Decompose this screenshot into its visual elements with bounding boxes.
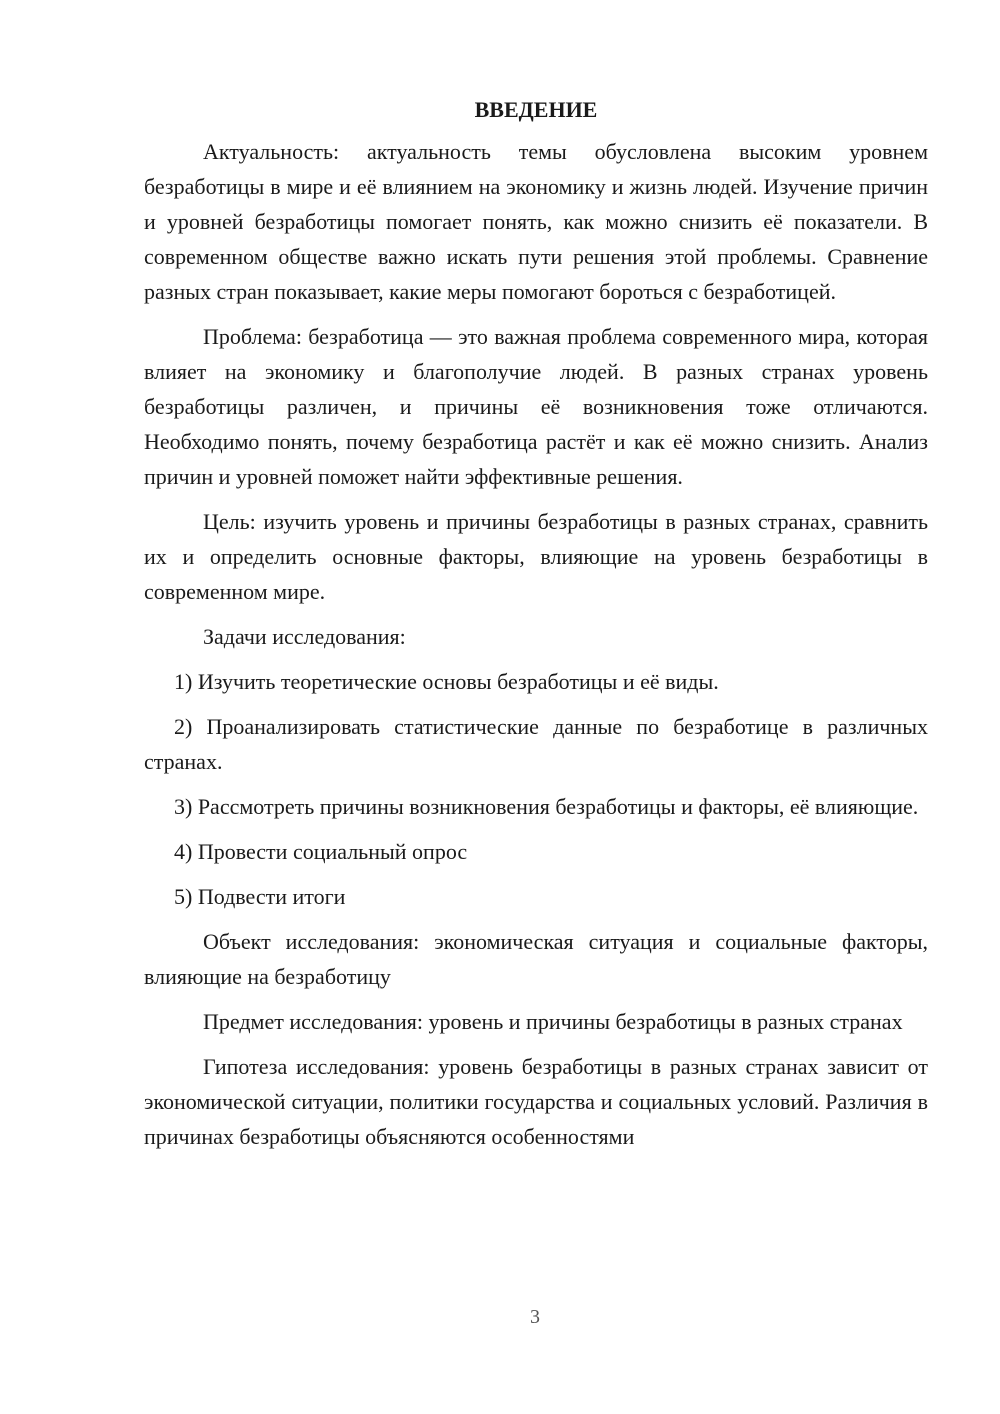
paragraph-problem: Проблема: безработица — это важная проблема современного мира, которая влияет на экономику и благополучие людей. В разных странах уровень безработицы различен, и причины её возникновения тоже отличаются. Необходимо понять, почему безработица растёт и как её можно снизить. Анализ причин и уровней поможет найти эффективные решения. [144, 324, 928, 489]
paragraph-relevance: Актуальность: актуальность темы обусловлена высоким уровнем безработицы в мире и её влиянием на экономику и жизнь людей. Изучение причин и уровней безработицы помогает понять, как можно снизить её показатели. В современном обществе важно искать пути решения этой проблемы. Сравнение разных стран показывает, какие меры помогают бороться с безработицей. [144, 139, 928, 304]
task-item-2: 2) Проанализировать статистические данные по безработице в различных странах. [144, 714, 928, 774]
page-title: ВВЕДЕНИЕ [474, 97, 598, 122]
paragraph-goal: Цель: изучить уровень и причины безработицы в разных странах, сравнить их и определить основные факторы, влияющие на уровень безработицы в современном мире. [144, 509, 928, 604]
paragraph-object: Объект исследования: экономическая ситуация и социальные факторы, влияющие на безработицу [144, 929, 928, 989]
paragraph-hypothesis: Гипотеза исследования: уровень безработицы в разных странах зависит от экономической ситуации, политики государства и социальных условий. Различия в причинах безработицы объясняются особенностями [144, 1054, 928, 1149]
paragraph-subject: Предмет исследования: уровень и причины безработицы в разных странах [203, 1009, 903, 1034]
paragraph-tasks-heading: Задачи исследования: [203, 624, 406, 649]
task-item-4: 4) Провести социальный опрос [174, 839, 468, 864]
task-item-5: 5) Подвести итоги [174, 884, 346, 909]
page-content [144, 96, 928, 1164]
page-number: 3 [530, 1306, 540, 1328]
task-item-1: 1) Изучить теоретические основы безработицы и её виды. [174, 669, 719, 694]
task-item-3: 3) Рассмотреть причины возникновения безработицы и факторы, её влияющие. [174, 794, 919, 819]
